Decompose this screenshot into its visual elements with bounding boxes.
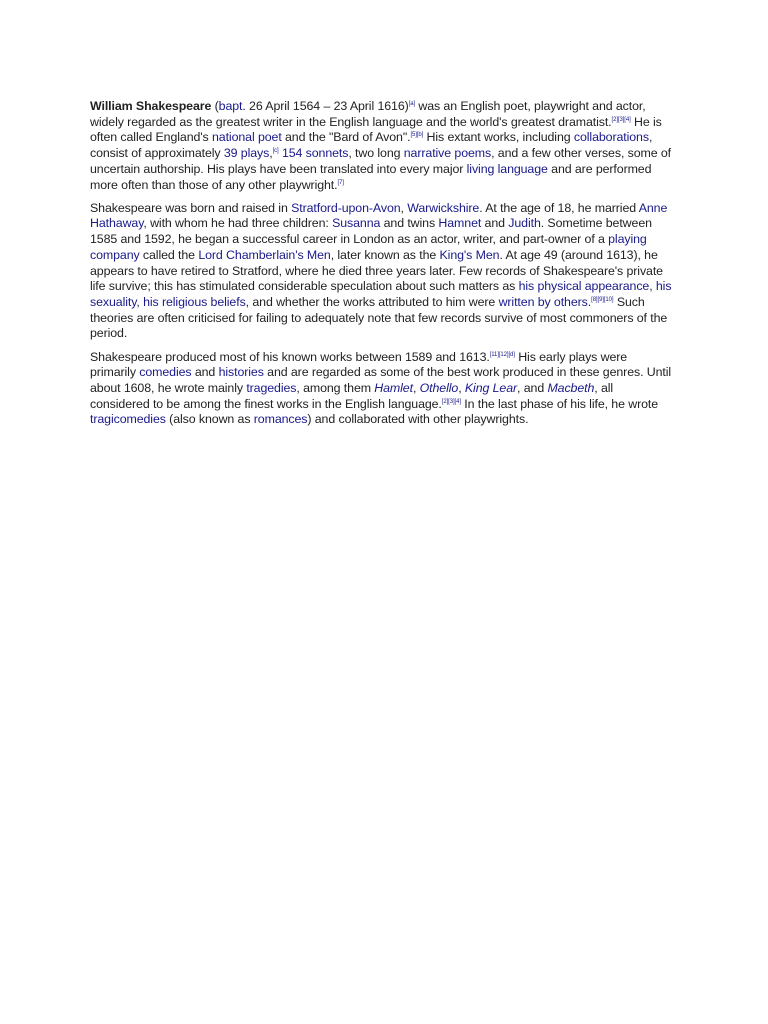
text-run: and <box>191 365 219 380</box>
text-run: ( <box>211 99 219 113</box>
link-39-plays[interactable]: 39 plays <box>223 146 270 161</box>
text-run: and are performed more often than those of any other playwright. <box>90 161 652 192</box>
link-154-sonnets[interactable]: 154 sonnets <box>281 146 349 161</box>
link-living-language[interactable]: living language <box>466 161 548 176</box>
link-susanna[interactable]: Susanna <box>332 216 381 231</box>
link-hamlet[interactable] <box>374 381 413 395</box>
text-run: . <box>587 294 592 309</box>
paragraph-intro <box>90 99 674 193</box>
citation-reference <box>338 180 344 186</box>
text-run: , two long <box>348 146 404 161</box>
link-hamnet[interactable]: Hamnet <box>438 216 482 231</box>
text-run: , <box>458 380 465 395</box>
article-subject: William Shakespeare <box>90 99 212 113</box>
text-run: , <box>412 380 420 395</box>
link-judith[interactable]: Judith <box>508 216 541 231</box>
citation-link[interactable]: [a] <box>408 101 416 107</box>
text-run: In the last phase of his life, he wrote <box>460 396 659 411</box>
text-run: He is often called England's <box>90 114 662 145</box>
link-narrative-poems[interactable]: narrative poems <box>403 146 492 161</box>
link-his-sexuality[interactable]: his sexuality <box>90 279 672 309</box>
link-tragicomedies[interactable]: tragicomedies <box>90 412 166 427</box>
text-run: . Sometime between 1585 and 1592, he began a successful career in London as an actor, writer, and part-owner of a <box>90 216 652 247</box>
text-run: . At the age of 18, he married <box>479 200 639 215</box>
link-written-by-others[interactable]: written by others <box>498 294 588 309</box>
citation-link[interactable]: [2][3][4] <box>611 116 631 123</box>
text-run: Shakespeare produced most of his known works between 1589 and 1613. <box>90 349 490 364</box>
text-run: , with whom he had three children: <box>143 216 333 231</box>
link-stratford-upon-avon[interactable]: Stratford-upon-Avon <box>291 200 401 215</box>
text-run: , all considered to be among the finest works in the English language. <box>90 380 614 411</box>
link-comedies[interactable]: comedies <box>139 365 192 380</box>
text-run: ) and collaborated with other playwrights. <box>307 412 529 427</box>
citation-link[interactable]: [11][12][d] <box>489 351 515 358</box>
text-run: called the <box>139 247 199 262</box>
text-run: (also known as <box>165 412 254 427</box>
citation-reference <box>490 352 515 358</box>
text-run: was an English poet, playwright and actor, widely regarded as the greatest writer in the English language and the world's greatest dramatist. <box>90 99 646 129</box>
link-italic-text: Othello <box>419 380 459 395</box>
link-his-religious-beliefs[interactable]: his religious beliefs <box>143 294 246 309</box>
citation-link[interactable]: [7] <box>337 179 344 186</box>
link-bapt[interactable]: bapt. <box>218 99 246 113</box>
link-macbeth[interactable] <box>547 381 594 395</box>
text-run: and are regarded as some of the best work produced in these genres. Until about 1608, he wrote mainly <box>90 365 672 395</box>
link-playing-company[interactable]: playing company <box>90 232 647 262</box>
link-lord-chamberlain-s-men[interactable]: Lord Chamberlain's Men <box>198 247 331 262</box>
text-run: , and whether the works attributed to him were <box>245 294 499 309</box>
link-collaborations[interactable]: collaborations <box>573 130 649 145</box>
text-run: and twins <box>380 216 439 231</box>
citation-link[interactable]: [5][b] <box>410 132 424 139</box>
citation-link[interactable]: [c] <box>272 148 279 155</box>
link-national-poet[interactable]: national poet <box>212 130 282 145</box>
text-run: , consist of approximately <box>90 130 653 161</box>
text-run: , and a few other verses, some of uncertain authorship. His plays have been translated into every major <box>90 146 672 176</box>
citation-reference <box>410 132 423 138</box>
text-run: His extant works, including <box>423 130 574 145</box>
text-run: , later known as the <box>330 247 440 262</box>
text-run: , <box>400 200 408 215</box>
text-run: Such theories are often criticised for failing to adequately note that few records survive of most commoners of the period. <box>90 294 668 341</box>
link-othello[interactable] <box>420 381 459 395</box>
text-run: , <box>269 146 273 161</box>
link-histories[interactable]: histories <box>218 365 264 380</box>
link-italic-text: Macbeth <box>547 380 595 395</box>
paragraph-works <box>90 350 674 429</box>
text-run: . At age 49 (around 1613), he appears to have retired to Stratford, where he died three years later. Few records of Shakespeare's private life survive; this has stimulated considerable speculation about such matters as <box>90 247 663 294</box>
citation-link[interactable]: [2][3][4] <box>441 398 461 405</box>
link-his-physical-appearance[interactable]: his physical appearance <box>518 279 650 294</box>
link-king-s-men[interactable]: King's Men <box>439 247 500 262</box>
text-run: , <box>136 294 144 309</box>
text-run: 26 April 1564 – 23 April 1616) <box>245 99 409 113</box>
text-run: and the "Bard of Avon". <box>281 130 411 145</box>
link-romances[interactable]: romances <box>253 412 308 427</box>
citation-link[interactable]: [8][9][10] <box>591 296 614 303</box>
citation-reference <box>591 297 613 303</box>
citation-reference <box>612 117 631 123</box>
link-tragedies[interactable]: tragedies <box>246 380 297 395</box>
paragraph-early-life <box>90 201 674 342</box>
citation-reference <box>273 148 279 154</box>
link-warwickshire[interactable]: Warwickshire <box>407 200 480 215</box>
text-run: , <box>649 279 656 294</box>
text-run: His early plays were primarily <box>90 349 628 380</box>
text-run: and <box>481 216 509 231</box>
text-run: , among them <box>296 380 375 395</box>
link-italic-text: King Lear <box>464 380 518 395</box>
citation-reference <box>442 399 461 405</box>
article-body <box>90 99 674 436</box>
link-italic-text: Hamlet <box>374 380 413 395</box>
link-king-lear[interactable] <box>465 381 517 395</box>
link-anne-hathaway[interactable]: Anne Hathaway <box>90 200 668 231</box>
text-run: , and <box>517 380 548 395</box>
text-run: Shakespeare was born and raised in <box>90 200 292 215</box>
